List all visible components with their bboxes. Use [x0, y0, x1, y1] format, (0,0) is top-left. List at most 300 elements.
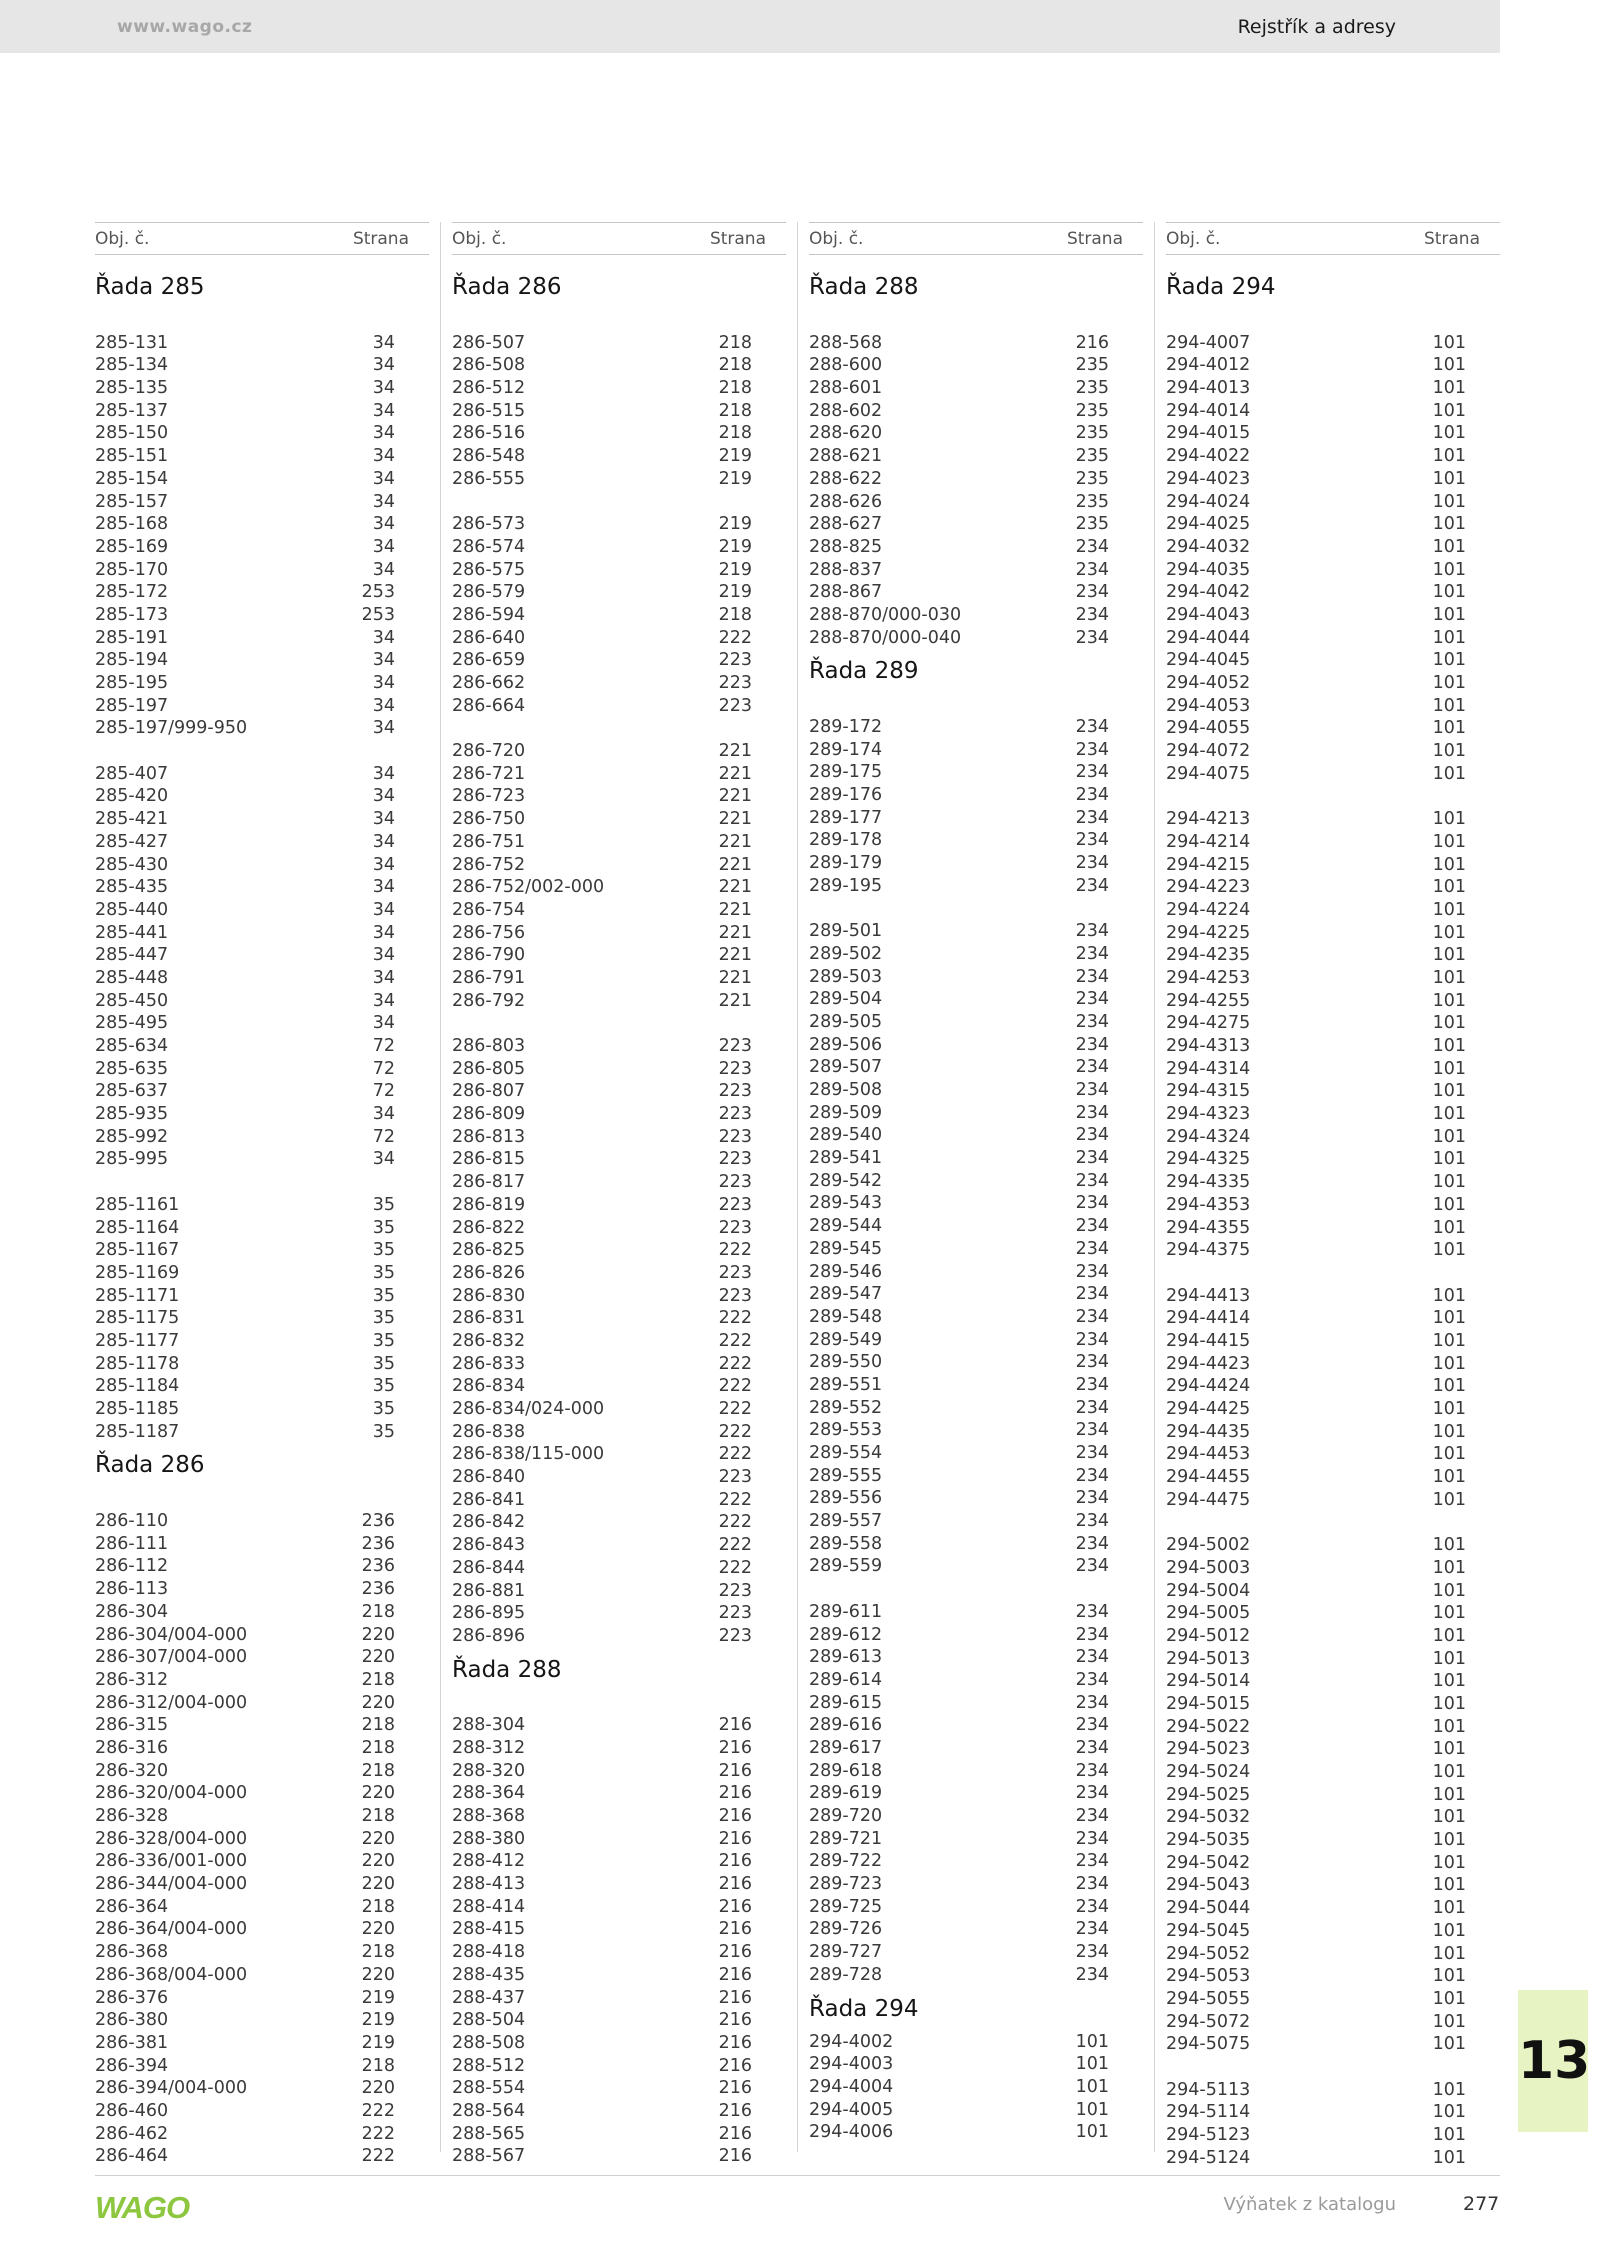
page-reference[interactable]: 101: [1432, 604, 1466, 625]
page-reference[interactable]: 216: [718, 2078, 752, 2099]
page-reference[interactable]: 72: [372, 1081, 395, 1102]
page-reference[interactable]: 216: [718, 1828, 752, 1849]
page-reference[interactable]: 34: [372, 423, 395, 444]
page-reference[interactable]: 220: [361, 1919, 395, 1940]
page-reference[interactable]: 235: [1075, 468, 1109, 489]
page-reference[interactable]: 223: [718, 1149, 752, 1170]
page-reference[interactable]: 234: [1075, 1148, 1109, 1169]
page-reference[interactable]: 234: [1075, 785, 1109, 806]
page-reference[interactable]: 35: [372, 1240, 395, 1261]
page-reference[interactable]: 101: [1075, 2031, 1109, 2052]
page-reference[interactable]: 218: [361, 1715, 395, 1736]
page-reference[interactable]: 101: [1432, 718, 1466, 739]
page-reference[interactable]: 218: [361, 1669, 395, 1690]
page-reference[interactable]: 234: [1075, 1102, 1109, 1123]
page-reference[interactable]: 101: [1432, 1625, 1466, 1646]
page-reference[interactable]: 34: [372, 990, 395, 1011]
page-reference[interactable]: 216: [718, 2010, 752, 2031]
page-reference[interactable]: 234: [1075, 1692, 1109, 1713]
page-reference[interactable]: 219: [361, 2010, 395, 2031]
page-reference[interactable]: 216: [1075, 332, 1109, 353]
page-reference[interactable]: 72: [372, 1036, 395, 1056]
page-reference[interactable]: 101: [1432, 1739, 1466, 1760]
page-reference[interactable]: 221: [718, 899, 752, 920]
page-reference[interactable]: 101: [1432, 990, 1466, 1011]
page-reference[interactable]: 221: [718, 922, 752, 943]
page-reference[interactable]: 101: [1432, 332, 1466, 353]
page-reference[interactable]: 216: [718, 1964, 752, 1985]
page-reference[interactable]: 235: [1075, 355, 1109, 376]
page-reference[interactable]: 218: [361, 1896, 395, 1917]
page-reference[interactable]: 234: [1075, 1760, 1109, 1781]
page-reference[interactable]: 216: [718, 1942, 752, 1963]
page-reference[interactable]: 234: [1075, 1919, 1109, 1940]
page-reference[interactable]: 101: [1432, 1535, 1466, 1556]
page-reference[interactable]: 101: [1432, 899, 1466, 920]
page-reference[interactable]: 101: [1432, 1104, 1466, 1125]
page-reference[interactable]: 34: [372, 559, 395, 580]
page-reference[interactable]: 222: [361, 2146, 395, 2167]
page-reference[interactable]: 235: [1075, 446, 1109, 467]
page-reference[interactable]: 216: [718, 1919, 752, 1940]
page-reference[interactable]: 234: [1075, 1783, 1109, 1804]
page-reference[interactable]: 216: [718, 2100, 752, 2121]
page-reference[interactable]: 101: [1432, 1557, 1466, 1578]
page-reference[interactable]: 35: [372, 1262, 395, 1283]
page-reference[interactable]: 223: [718, 1285, 752, 1306]
page-reference[interactable]: 234: [1075, 1533, 1109, 1554]
page-reference[interactable]: 101: [1432, 2147, 1466, 2168]
page-reference[interactable]: 222: [718, 1353, 752, 1374]
chapter-tab[interactable]: 13: [1518, 1990, 1588, 2132]
page-reference[interactable]: 234: [1075, 1715, 1109, 1736]
page-reference[interactable]: 101: [1432, 1852, 1466, 1873]
page-reference[interactable]: 222: [361, 2100, 395, 2121]
page-reference[interactable]: 235: [1075, 423, 1109, 444]
page-reference[interactable]: 101: [1432, 877, 1466, 898]
page-reference[interactable]: 218: [718, 378, 752, 399]
page-reference[interactable]: 220: [361, 2078, 395, 2099]
page-reference[interactable]: 234: [1075, 627, 1109, 648]
page-reference[interactable]: 101: [1432, 582, 1466, 603]
page-reference[interactable]: 222: [718, 1512, 752, 1533]
page-reference[interactable]: 101: [1075, 2076, 1109, 2097]
page-reference[interactable]: 236: [361, 1556, 395, 1577]
page-reference[interactable]: 234: [1075, 1193, 1109, 1214]
page-reference[interactable]: 221: [718, 854, 752, 875]
page-reference[interactable]: 34: [372, 378, 395, 399]
page-reference[interactable]: 101: [1432, 1240, 1466, 1261]
page-reference[interactable]: 235: [1075, 514, 1109, 535]
page-reference[interactable]: 234: [1075, 1306, 1109, 1327]
page-reference[interactable]: 219: [718, 514, 752, 535]
page-reference[interactable]: 234: [1075, 921, 1109, 942]
page-reference[interactable]: 101: [1432, 1807, 1466, 1828]
page-reference[interactable]: 35: [372, 1353, 395, 1374]
page-reference[interactable]: 101: [1432, 1693, 1466, 1714]
page-reference[interactable]: 234: [1075, 966, 1109, 987]
page-reference[interactable]: 219: [718, 559, 752, 580]
page-reference[interactable]: 101: [1432, 741, 1466, 762]
page-reference[interactable]: 221: [718, 763, 752, 784]
page-reference[interactable]: 234: [1075, 1420, 1109, 1441]
page-reference[interactable]: 222: [718, 1376, 752, 1397]
page-reference[interactable]: 35: [372, 1285, 395, 1306]
page-reference[interactable]: 101: [1432, 1966, 1466, 1987]
page-reference[interactable]: 236: [361, 1579, 395, 1600]
page-reference[interactable]: 234: [1075, 807, 1109, 828]
page-reference[interactable]: 222: [718, 1240, 752, 1261]
page-reference[interactable]: 101: [1432, 1444, 1466, 1465]
page-reference[interactable]: 101: [1432, 1308, 1466, 1329]
page-reference[interactable]: 220: [361, 1964, 395, 1985]
page-reference[interactable]: 234: [1075, 1465, 1109, 1486]
page-reference[interactable]: 34: [372, 945, 395, 966]
page-reference[interactable]: 221: [718, 877, 752, 898]
page-reference[interactable]: 234: [1075, 1034, 1109, 1055]
page-reference[interactable]: 101: [1432, 1126, 1466, 1147]
page-reference[interactable]: 234: [1075, 853, 1109, 874]
page-reference[interactable]: 101: [1432, 1875, 1466, 1896]
page-reference[interactable]: 101: [1432, 854, 1466, 875]
page-reference[interactable]: 101: [1432, 1920, 1466, 1941]
page-reference[interactable]: 218: [718, 423, 752, 444]
page-reference[interactable]: 216: [718, 1896, 752, 1917]
page-reference[interactable]: 34: [372, 718, 395, 739]
page-reference[interactable]: 219: [361, 2032, 395, 2053]
page-reference[interactable]: 101: [1432, 1671, 1466, 1692]
page-reference[interactable]: 234: [1075, 1556, 1109, 1577]
page-reference[interactable]: 216: [718, 2146, 752, 2167]
page-reference[interactable]: 216: [718, 1874, 752, 1895]
page-reference[interactable]: 101: [1432, 945, 1466, 966]
page-reference[interactable]: 101: [1432, 491, 1466, 512]
page-reference[interactable]: 101: [1432, 1330, 1466, 1351]
page-reference[interactable]: 222: [718, 627, 752, 648]
page-reference[interactable]: 101: [1432, 559, 1466, 580]
page-reference[interactable]: 101: [1432, 1784, 1466, 1805]
page-reference[interactable]: 234: [1075, 1443, 1109, 1463]
page-reference[interactable]: 101: [1432, 809, 1466, 830]
page-reference[interactable]: 223: [718, 1625, 752, 1646]
page-reference[interactable]: 234: [1075, 1374, 1109, 1395]
page-reference[interactable]: 101: [1075, 2122, 1109, 2143]
page-reference[interactable]: 101: [1432, 650, 1466, 671]
page-reference[interactable]: 222: [718, 1489, 752, 1510]
page-reference[interactable]: 101: [1432, 1421, 1466, 1442]
page-reference[interactable]: 35: [372, 1194, 395, 1215]
page-reference[interactable]: 234: [1075, 1669, 1109, 1690]
page-reference[interactable]: 216: [718, 1806, 752, 1826]
page-reference[interactable]: 216: [718, 1783, 752, 1804]
page-reference[interactable]: 101: [1432, 1830, 1466, 1851]
page-reference[interactable]: 220: [361, 1624, 395, 1645]
page-reference[interactable]: 234: [1075, 1057, 1109, 1078]
page-reference[interactable]: 216: [718, 2032, 752, 2053]
page-reference[interactable]: 234: [1075, 1238, 1109, 1259]
page-reference[interactable]: 235: [1075, 378, 1109, 399]
page-reference[interactable]: 34: [372, 695, 395, 716]
page-reference[interactable]: 101: [1432, 1399, 1466, 1419]
page-reference[interactable]: 220: [361, 1692, 395, 1713]
page-reference[interactable]: 222: [361, 2123, 395, 2144]
page-reference[interactable]: 223: [718, 1172, 752, 1193]
page-reference[interactable]: 223: [718, 650, 752, 671]
page-reference[interactable]: 216: [718, 1851, 752, 1872]
page-reference[interactable]: 101: [1432, 1217, 1466, 1238]
page-reference[interactable]: 223: [718, 1194, 752, 1215]
page-reference[interactable]: 234: [1075, 717, 1109, 737]
page-reference[interactable]: 34: [372, 1149, 395, 1170]
page-reference[interactable]: 101: [1432, 1943, 1466, 1964]
page-reference[interactable]: 222: [718, 1535, 752, 1556]
page-reference[interactable]: 221: [718, 967, 752, 988]
page-reference[interactable]: 34: [372, 627, 395, 648]
page-reference[interactable]: 34: [372, 446, 395, 467]
page-reference[interactable]: 234: [1075, 1647, 1109, 1668]
page-reference[interactable]: 234: [1075, 1397, 1109, 1418]
page-reference[interactable]: 219: [718, 536, 752, 557]
page-reference[interactable]: 234: [1075, 1828, 1109, 1849]
page-reference[interactable]: 101: [1075, 2099, 1109, 2120]
page-reference[interactable]: 222: [718, 1308, 752, 1329]
page-reference[interactable]: 101: [1075, 2054, 1109, 2075]
page-reference[interactable]: 101: [1432, 1898, 1466, 1919]
page-reference[interactable]: 222: [718, 1399, 752, 1419]
page-reference[interactable]: 101: [1432, 1716, 1466, 1737]
page-reference[interactable]: 101: [1432, 423, 1466, 444]
page-reference[interactable]: 236: [361, 1533, 395, 1554]
page-reference[interactable]: 253: [361, 604, 395, 625]
website-url[interactable]: www.wago.cz: [117, 17, 253, 37]
page-reference[interactable]: 223: [718, 1104, 752, 1125]
page-reference[interactable]: 101: [1432, 2011, 1466, 2032]
page-reference[interactable]: 234: [1075, 1806, 1109, 1826]
page-reference[interactable]: 72: [372, 1126, 395, 1147]
page-reference[interactable]: 234: [1075, 989, 1109, 1010]
page-reference[interactable]: 221: [718, 809, 752, 830]
page-reference[interactable]: 34: [372, 899, 395, 920]
page-reference[interactable]: 101: [1432, 2102, 1466, 2123]
page-reference[interactable]: 101: [1432, 1353, 1466, 1374]
page-reference[interactable]: 223: [718, 1126, 752, 1147]
page-reference[interactable]: 34: [372, 831, 395, 852]
page-reference[interactable]: 101: [1432, 1988, 1466, 2009]
page-reference[interactable]: 234: [1075, 875, 1109, 896]
page-reference[interactable]: 101: [1432, 446, 1466, 467]
page-reference[interactable]: 234: [1075, 830, 1109, 851]
page-reference[interactable]: 221: [718, 741, 752, 762]
page-reference[interactable]: 235: [1075, 400, 1109, 421]
page-reference[interactable]: 34: [372, 1104, 395, 1125]
page-reference[interactable]: 101: [1432, 2079, 1466, 2100]
page-reference[interactable]: 223: [718, 1603, 752, 1624]
page-reference[interactable]: 101: [1432, 1081, 1466, 1102]
page-reference[interactable]: 34: [372, 809, 395, 830]
page-reference[interactable]: 101: [1432, 2125, 1466, 2145]
page-reference[interactable]: 101: [1432, 378, 1466, 399]
page-reference[interactable]: 219: [718, 446, 752, 467]
page-reference[interactable]: 101: [1432, 2034, 1466, 2055]
page-reference[interactable]: 34: [372, 673, 395, 693]
page-reference[interactable]: 234: [1075, 1216, 1109, 1237]
page-reference[interactable]: 222: [718, 1421, 752, 1442]
page-reference[interactable]: 101: [1432, 1036, 1466, 1056]
page-reference[interactable]: 218: [361, 1942, 395, 1963]
page-reference[interactable]: 101: [1432, 1285, 1466, 1306]
page-reference[interactable]: 101: [1432, 1580, 1466, 1601]
page-reference[interactable]: 219: [718, 468, 752, 489]
page-reference[interactable]: 222: [718, 1444, 752, 1465]
page-reference[interactable]: 223: [718, 1467, 752, 1488]
page-reference[interactable]: 234: [1075, 559, 1109, 580]
page-reference[interactable]: 34: [372, 400, 395, 421]
page-reference[interactable]: 218: [361, 1806, 395, 1826]
page-reference[interactable]: 218: [718, 355, 752, 376]
page-reference[interactable]: 101: [1432, 1467, 1466, 1488]
page-reference[interactable]: 101: [1432, 1058, 1466, 1079]
page-reference[interactable]: 234: [1075, 1942, 1109, 1963]
page-reference[interactable]: 234: [1075, 1511, 1109, 1532]
page-reference[interactable]: 34: [372, 922, 395, 943]
page-reference[interactable]: 234: [1075, 1011, 1109, 1032]
page-reference[interactable]: 234: [1075, 1080, 1109, 1100]
page-reference[interactable]: 223: [718, 673, 752, 693]
page-reference[interactable]: 218: [718, 332, 752, 353]
page-reference[interactable]: 216: [718, 1715, 752, 1736]
page-reference[interactable]: 34: [372, 1013, 395, 1034]
page-reference[interactable]: 220: [361, 1874, 395, 1895]
page-reference[interactable]: 223: [718, 1262, 752, 1283]
page-reference[interactable]: 34: [372, 763, 395, 784]
page-reference[interactable]: 234: [1075, 1851, 1109, 1872]
page-reference[interactable]: 34: [372, 786, 395, 807]
page-reference[interactable]: 35: [372, 1217, 395, 1238]
page-reference[interactable]: 101: [1432, 922, 1466, 943]
page-reference[interactable]: 101: [1432, 514, 1466, 535]
page-reference[interactable]: 223: [718, 1058, 752, 1079]
page-reference[interactable]: 219: [718, 582, 752, 603]
page-reference[interactable]: 234: [1075, 1170, 1109, 1191]
page-reference[interactable]: 35: [372, 1330, 395, 1351]
page-reference[interactable]: 234: [1075, 1624, 1109, 1645]
page-reference[interactable]: 101: [1432, 1194, 1466, 1215]
page-reference[interactable]: 34: [372, 854, 395, 875]
page-reference[interactable]: 218: [718, 604, 752, 625]
page-reference[interactable]: 234: [1075, 1125, 1109, 1146]
page-reference[interactable]: 35: [372, 1308, 395, 1329]
page-reference[interactable]: 234: [1075, 604, 1109, 625]
page-reference[interactable]: 101: [1432, 1603, 1466, 1624]
page-reference[interactable]: 35: [372, 1399, 395, 1419]
page-reference[interactable]: 216: [718, 1760, 752, 1781]
page-reference[interactable]: 223: [718, 1217, 752, 1238]
page-reference[interactable]: 101: [1432, 673, 1466, 693]
page-reference[interactable]: 34: [372, 491, 395, 512]
page-reference[interactable]: 223: [718, 695, 752, 716]
page-reference[interactable]: 216: [718, 2123, 752, 2144]
page-reference[interactable]: 34: [372, 468, 395, 489]
page-reference[interactable]: 223: [718, 1036, 752, 1056]
page-reference[interactable]: 221: [718, 786, 752, 807]
page-reference[interactable]: 235: [1075, 491, 1109, 512]
page-reference[interactable]: 234: [1075, 943, 1109, 964]
page-reference[interactable]: 101: [1432, 468, 1466, 489]
page-reference[interactable]: 234: [1075, 1964, 1109, 1985]
page-reference[interactable]: 34: [372, 650, 395, 671]
page-reference[interactable]: 34: [372, 514, 395, 535]
page-reference[interactable]: 34: [372, 355, 395, 376]
page-reference[interactable]: 220: [361, 1851, 395, 1872]
page-reference[interactable]: 253: [361, 582, 395, 603]
page-reference[interactable]: 101: [1432, 1489, 1466, 1510]
page-reference[interactable]: 216: [718, 1987, 752, 2008]
page-reference[interactable]: 34: [372, 877, 395, 898]
page-reference[interactable]: 234: [1075, 739, 1109, 760]
page-reference[interactable]: 218: [361, 1737, 395, 1758]
page-reference[interactable]: 234: [1075, 1284, 1109, 1305]
page-reference[interactable]: 216: [718, 2055, 752, 2076]
page-reference[interactable]: 234: [1075, 1737, 1109, 1758]
page-reference[interactable]: 234: [1075, 762, 1109, 783]
page-reference[interactable]: 218: [718, 400, 752, 421]
page-reference[interactable]: 234: [1075, 1601, 1109, 1622]
page-reference[interactable]: 34: [372, 536, 395, 557]
page-reference[interactable]: 218: [361, 2055, 395, 2076]
page-reference[interactable]: 101: [1432, 536, 1466, 557]
page-reference[interactable]: 101: [1432, 1172, 1466, 1193]
page-reference[interactable]: 101: [1432, 355, 1466, 376]
page-reference[interactable]: 101: [1432, 400, 1466, 421]
page-reference[interactable]: 236: [361, 1511, 395, 1532]
page-reference[interactable]: 221: [718, 831, 752, 852]
page-reference[interactable]: 234: [1075, 1261, 1109, 1282]
page-reference[interactable]: 101: [1432, 1762, 1466, 1782]
page-reference[interactable]: 218: [361, 1601, 395, 1622]
page-reference[interactable]: 101: [1432, 627, 1466, 648]
page-reference[interactable]: 234: [1075, 1329, 1109, 1350]
page-reference[interactable]: 221: [718, 990, 752, 1011]
page-reference[interactable]: 34: [372, 967, 395, 988]
page-reference[interactable]: 221: [718, 945, 752, 966]
page-reference[interactable]: 220: [361, 1783, 395, 1804]
page-reference[interactable]: 234: [1075, 1488, 1109, 1509]
page-reference[interactable]: 72: [372, 1058, 395, 1079]
page-reference[interactable]: 234: [1075, 1874, 1109, 1895]
page-reference[interactable]: 234: [1075, 582, 1109, 603]
page-reference[interactable]: 223: [718, 1580, 752, 1601]
page-reference[interactable]: 34: [372, 332, 395, 353]
page-reference[interactable]: 101: [1432, 695, 1466, 716]
page-reference[interactable]: 218: [361, 1760, 395, 1781]
page-reference[interactable]: 101: [1432, 967, 1466, 988]
page-reference[interactable]: 35: [372, 1421, 395, 1442]
page-reference[interactable]: 220: [361, 1647, 395, 1668]
page-reference[interactable]: 101: [1432, 831, 1466, 852]
page-reference[interactable]: 222: [718, 1330, 752, 1351]
page-reference[interactable]: 234: [1075, 1896, 1109, 1917]
page-reference[interactable]: 101: [1432, 1648, 1466, 1669]
page-reference[interactable]: 223: [718, 1081, 752, 1102]
page-reference[interactable]: 101: [1432, 1376, 1466, 1397]
page-reference[interactable]: 35: [372, 1376, 395, 1397]
page-reference[interactable]: 216: [718, 1737, 752, 1758]
page-reference[interactable]: 101: [1432, 1013, 1466, 1034]
page-reference[interactable]: 219: [361, 1987, 395, 2008]
page-reference[interactable]: 101: [1432, 763, 1466, 784]
page-reference[interactable]: 234: [1075, 1352, 1109, 1373]
page-reference[interactable]: 101: [1432, 1149, 1466, 1170]
